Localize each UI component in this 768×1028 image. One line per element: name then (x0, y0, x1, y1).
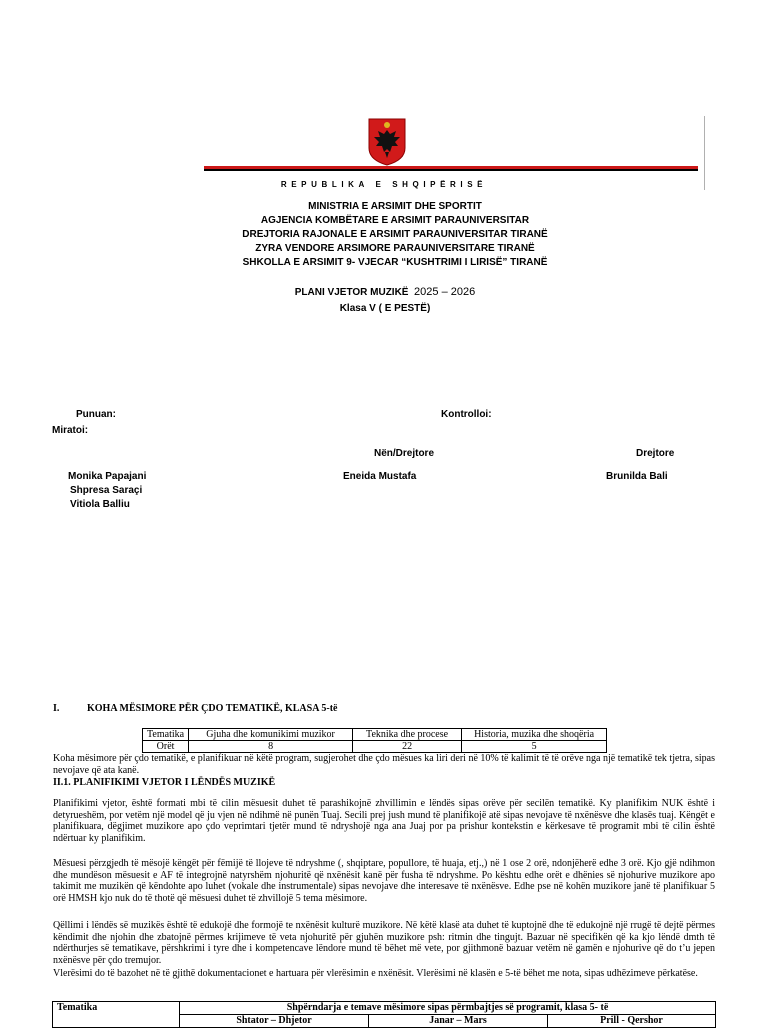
table-row (53, 1002, 716, 1015)
page-edge-line (704, 116, 705, 190)
table-cell: 22 (353, 741, 462, 753)
period-cell: Prill - Qershor (548, 1015, 716, 1028)
drejtore-label: Drejtore (636, 448, 675, 459)
author-name: Monika Papajani (68, 471, 147, 482)
table-cell: Orët (143, 741, 189, 753)
kontrolloi-label: Kontrolloi: (441, 409, 492, 420)
punuan-label: Punuan: (76, 409, 116, 420)
header-line: AGJENCIA KOMBËTARE E ARSIMIT PARAUNIVERSITAR (260, 215, 530, 226)
table-header-cell: Shpërndarja e temave mësimore sipas përmbajtjes së programit, klasa 5- të (180, 1002, 716, 1015)
nen-drejtore-name: Eneida Mustafa (343, 471, 417, 482)
hours-table (142, 728, 607, 753)
header-line: ZYRA VENDORE ARSIMORE PARAUNIVERSITARE TIRANË (255, 243, 535, 254)
class-label: Klasa V ( E PESTË) (339, 303, 431, 314)
republic-label: REPUBLIKA E SHQIPËRISË (280, 180, 488, 189)
section-title: KOHA MËSIMORE PËR ÇDO TEMATIKË, KLASA 5-të (87, 703, 338, 714)
plan-title-block (0, 284, 768, 317)
author-name: Vitiola Balliu (70, 499, 130, 510)
table-cell: Tematika (143, 729, 189, 741)
paragraph: Mësuesi përzgjedh të mësojë këngët për fëmijë të llojeve të ndryshme (, shqiptare, popullore, të huaja, etj.,) në 1 ose 2 orë, ndonjëherë edhe 3 orë. Kjo gjë ndihmon dhe mundëson mësuesit e AF të integrojnë natyrshëm njohuritë që nxënësit kanë për fusha të ndryshme. Po kështu edhe orët e dhënies së njohurive muzikore apo takimit me muzikën që këndohte apo luhet (vokale dhe instrumentale) sipas nevojave dhe interesave të nxënësve. Edhe pse në kohën muzikore janë të planifikuar 5 orë HMSH kjo nuk do të thotë që mësuesi duhet të zhvillojë 5 tema mësimore. (53, 858, 715, 904)
paragraph: Planifikimi vjetor, është formati mbi të cilin mësuesit duhet të parashikojnë zhvillimin e lëndës sipas orëve për secilën tematikë. Ky planifikim NUK është i detyrueshëm, por vetëm një model që ju vjen në ndihmë në punën Tuaj. Secili prej jush mund të planifikojë atë sipas nevojave të nxënësve dhe klasës tuaj. Këngët e planifikuara, dëgjimet muzikore apo çdo veprimtari tjetër mund të ndryshojë nga ana Juaj por pa prishur kontekstin e kërkesave të programit mbi të cilin është ndërtuar ky planifikim. (53, 798, 715, 844)
table-cell: 5 (462, 741, 607, 753)
header-line: DREJTORIA RAJONALE E ARSIMIT PARAUNIVERSITAR TIRANË (242, 229, 548, 240)
drejtore-name: Brunilda Bali (606, 471, 668, 482)
albania-emblem-icon (368, 118, 406, 166)
plan-title: PLANI VJETOR MUZIKË (294, 287, 409, 298)
plan-year: 2025 – 2026 (414, 286, 476, 298)
institution-header (0, 200, 768, 270)
table-row (143, 741, 607, 753)
table-cell: Gjuha dhe komunikimi muzikor (189, 729, 353, 741)
table-cell: 8 (189, 741, 353, 753)
nen-drejtore-label: Nën/Drejtore (374, 448, 435, 459)
paragraph: Vlerësimi do të bazohet në të gjithë dokumentacionet e hartuara për vlerësimin e nxënësit. Vlerësimi në klasën e 5-të bëhet me nota, sipas udhëzimeve përkatëse. (53, 968, 698, 979)
header-line: MINISTRIA E ARSIMIT DHE SPORTIT (308, 201, 482, 212)
paragraph: Qëllimi i lëndës së muzikës është të edukojë dhe formojë te nxënësit kulturë muzikore. Në këtë klasë ata duhet të kuptojnë dhe të edukojnë një rrugë të dejtë përmes këndimit dhe njohin dhe zbatojnë përmes krijimeve të veta njohuritë për gjuhën muzikore psh: ritmin dhe tingujt. Bazuar në specifikën që ka kjo lëndë dmth të ndërthurjes së tematikave, përshkrimi i tyre dhe i kompetencave lëndore mund të bëhet më vete, por gjithmonë bazuar vetëm në gamën e njohurive që do t’u jepen nxënësve për çdo tremujor. (53, 920, 715, 966)
period-cell: Shtator – Dhjetor (180, 1015, 369, 1028)
header-line: SHKOLLA E ARSIMIT 9- VJECAR “KUSHTRIMI I LIRISË” TIRANË (242, 257, 548, 268)
table-cell: Historia, muzika dhe shoqëria (462, 729, 607, 741)
miratoi-label: Miratoi: (52, 425, 89, 436)
table-row (143, 729, 607, 741)
author-name: Shpresa Saraçi (70, 485, 143, 496)
black-divider (204, 169, 698, 171)
section-title: II.1. PLANIFIKIMI VJETOR I LËNDËS MUZIKË (53, 777, 276, 788)
hours-note: Koha mësimore për çdo tematikë, e planifikuar në këtë program, sugjerohet dhe çdo mësues ka liri deri në 10% të kalimit të të orëve nga një tematikë tek tjetra, sipas nevojave që ata kanë. (53, 753, 715, 776)
table-cell: Teknika dhe procese (353, 729, 462, 741)
section-number: I. (53, 703, 60, 714)
table-header-cell: Tematika (53, 1002, 180, 1028)
period-cell: Janar – Mars (369, 1015, 548, 1028)
